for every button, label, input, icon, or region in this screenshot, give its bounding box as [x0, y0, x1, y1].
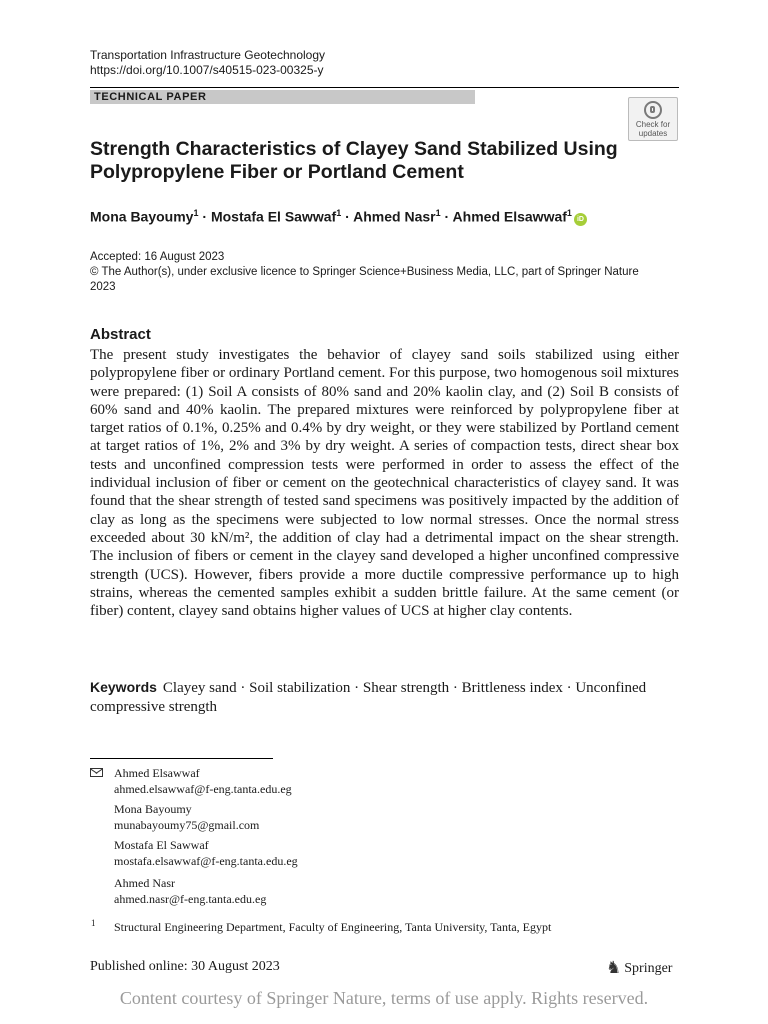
- contact-email[interactable]: munabayoumy75@gmail.com: [114, 818, 260, 832]
- author-name[interactable]: Ahmed Elsawwaf: [452, 208, 567, 225]
- keywords-heading: Keywords: [90, 679, 157, 695]
- header-rule: [90, 87, 679, 88]
- contact-entry: [114, 837, 298, 869]
- paper-type-label: TECHNICAL PAPER: [90, 90, 475, 104]
- springer-horse-icon: ♞: [606, 958, 622, 977]
- affiliation-ref: 1: [193, 208, 199, 218]
- accepted-date: Accepted: 16 August 2023: [90, 251, 225, 263]
- contact-entry: [114, 765, 292, 797]
- author-separator: ·: [198, 208, 211, 225]
- author-name[interactable]: Ahmed Nasr: [353, 208, 436, 225]
- contact-name: Mostafa El Sawwaf: [114, 838, 209, 852]
- check-updates-icon: [644, 101, 662, 119]
- check-updates-label: Check for updates: [635, 120, 671, 138]
- author-list: [90, 208, 587, 226]
- publication-dates: [90, 250, 665, 295]
- contact-entry: [114, 801, 259, 833]
- affiliation-ref: 1: [336, 208, 342, 218]
- contact-name: Mona Bayoumy: [114, 802, 192, 816]
- affiliation-number: 1: [91, 918, 96, 928]
- author-separator: ·: [341, 208, 354, 225]
- abstract-heading: Abstract: [90, 326, 151, 343]
- copyright-notice: © The Author(s), under exclusive licence to Springer Science+Business Media, LLC, part of Springer Nature 2023: [90, 266, 639, 293]
- keywords-list: Clayey sand · Soil stabilization · Shear strength · Brittleness index · Unconfined compressive strength: [90, 680, 647, 715]
- abstract-body: The present study investigates the behavior of clayey sand soils stabilized using either polypropylene fiber or ordinary Portland cement. For this purpose, two homogenous soil mixtures were prepared: (1) Soil A consists of 80% sand and 20% kaolin clay, and (2) Soil B consists of 60% sand and 40% kaolin. The prepared mixtures were reinforced by polypropylene fiber at target ratios of 0.1%, 0.25% and 0.4% by dry weight, or they were stabilized by Portland cement at target ratios of 1%, 2% and 3% by dry weight. A series of compaction tests, direct shear box tests and unconfined compression tests were performed in order to assess the effect of the individual inclusion of fiber or cement on the geotechnical characteristics of clayey sand. It was found that the shear strength of tested sand specimens was positively impacted by the addition of clay as long as the specimens were subjected to low normal stresses. Once the normal stress exceeded about 30 kN/m², the addition of clay had a detrimental impact on the shear strength. The inclusion of fibers or cement in the clayey sand developed a higher unconfined compressive strength (UCS). However, fibers provide a more ductile compressive performance up to high strains, whereas the cemented samples exhibit a sudden brittle failure. At the same cement (or fiber) content, clayey sand obtains higher values of UCS at higher clay contents.: [90, 347, 679, 620]
- author-name[interactable]: Mostafa El Sawwaf: [210, 208, 337, 225]
- affiliation-ref: 1: [435, 208, 441, 218]
- envelope-icon: [90, 768, 103, 777]
- doi-link[interactable]: https://doi.org/10.1007/s40515-023-00325-y: [90, 63, 324, 77]
- affiliation-text: Structural Engineering Department, Faculty of Engineering, Tanta University, Tanta, Egypt: [114, 920, 552, 934]
- courtesy-watermark: Content courtesy of Springer Nature, terms of use apply. Rights reserved.: [119, 988, 649, 1008]
- affiliation-ref: 1: [566, 208, 572, 218]
- springer-logo: [606, 958, 672, 978]
- contact-name: Ahmed Elsawwaf: [114, 766, 200, 780]
- orcid-icon[interactable]: iD: [574, 213, 587, 226]
- publisher-name: Springer: [624, 961, 673, 976]
- published-date: Published online: 30 August 2023: [90, 959, 280, 974]
- check-for-updates-button[interactable]: [628, 97, 678, 141]
- contact-name: Ahmed Nasr: [114, 876, 175, 890]
- contact-email[interactable]: ahmed.nasr@f-eng.tanta.edu.eg: [114, 892, 267, 906]
- journal-header: [90, 48, 325, 78]
- journal-name: Transportation Infrastructure Geotechnology: [90, 48, 326, 62]
- keywords-section: [90, 678, 679, 716]
- footnote-rule: [90, 758, 273, 759]
- contact-email[interactable]: mostafa.elsawwaf@f-eng.tanta.edu.eg: [114, 854, 298, 868]
- contact-email[interactable]: ahmed.elsawwaf@f-eng.tanta.edu.eg: [114, 782, 292, 796]
- contact-entry: [114, 875, 266, 907]
- author-separator: ·: [440, 208, 453, 225]
- author-name[interactable]: Mona Bayoumy: [90, 208, 194, 225]
- paper-title: Strength Characteristics of Clayey Sand Stabilized Using Polypropylene Fiber or Portland Cement: [90, 138, 618, 183]
